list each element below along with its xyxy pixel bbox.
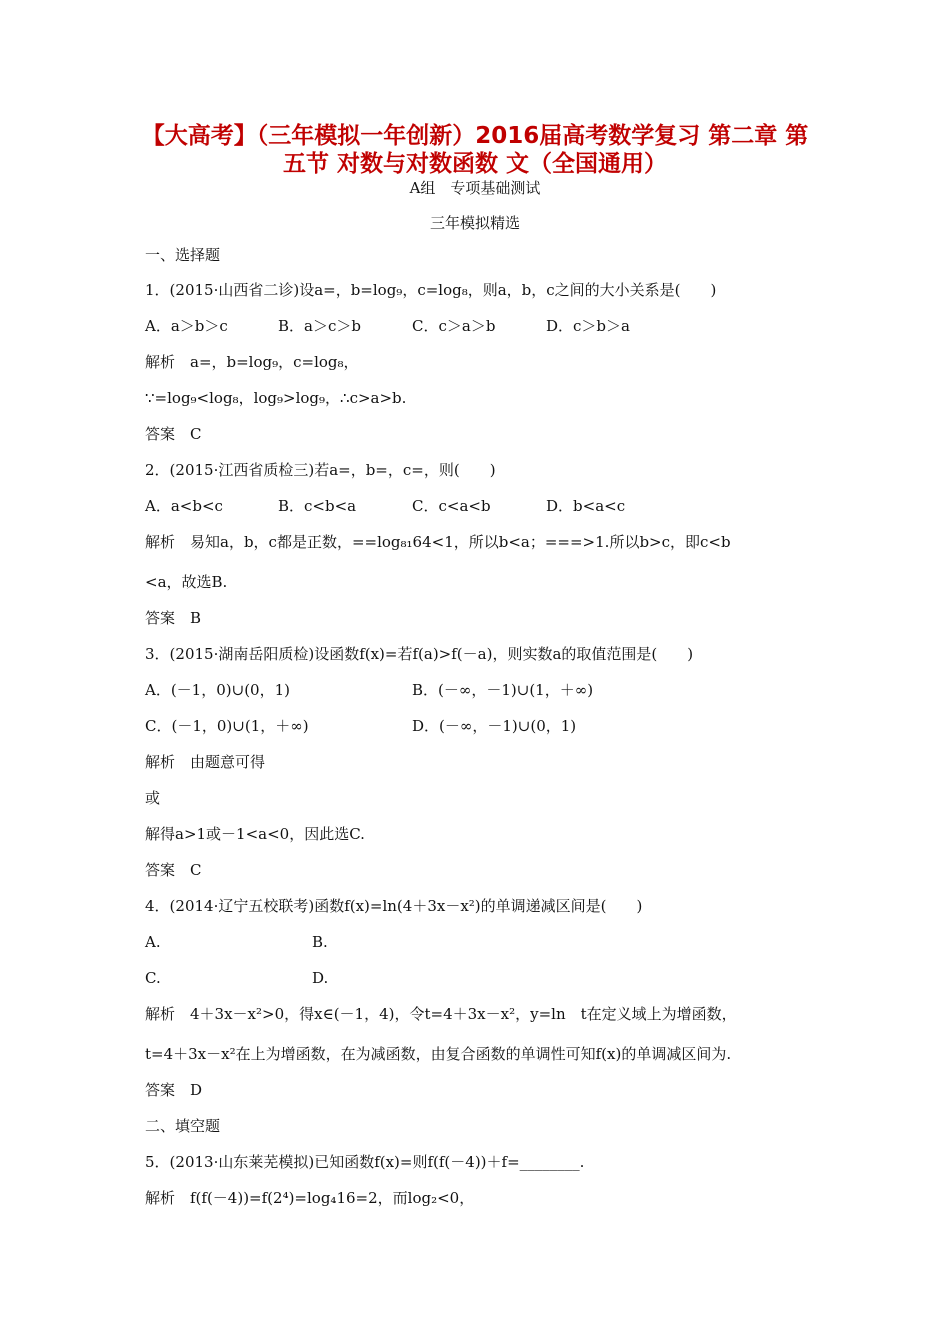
question-4-analysis-line-2: t=4＋3x－x²在上为增函数，在为减函数，由复合函数的单调性可知f(x)的单调减区间为. [145,1045,732,1063]
question-4-analysis-line-1: 解析 4＋3x－x²>0，得x∈(－1，4)，令t=4＋3x－x²，y=ln t在定义域上为增函数， [145,1005,737,1023]
question-4-option-a: A. [145,933,161,951]
question-5-stem: 5．(2013·山东莱芜模拟)已知函数f(x)=则f(f(－4))＋f=________. [145,1153,585,1171]
question-3-option-c: C．(－1，0)∪(1，＋∞) [145,717,309,735]
question-3-analysis-line-3: 解得a>1或－1<a<0，因此选C. [145,825,365,843]
question-3-analysis-line-1: 解析 由题意可得 [145,753,266,771]
group-heading: A组 专项基础测试 [409,179,541,197]
question-3-stem: 3．(2015·湖南岳阳质检)设函数f(x)=若f(a)>f(－a)，则实数a的取值范围是( ) [145,645,694,663]
document-title-line-2: 五节 对数与对数函数 文（全国通用） [282,151,667,177]
question-1-analysis-line-1: 解析 a=，b=log₉，c=log₈， [145,353,359,371]
question-4-option-c: C. [145,969,161,987]
question-1-option-b: B．a＞c＞b [278,317,361,335]
question-1-stem: 1．(2015·山西省二诊)设a=，b=log₉，c=log₈，则a，b，c之间的大小关系是( ) [145,281,717,299]
document-title-line-1: 【大高考】（三年模拟一年创新）2016届高考数学复习 第二章 第 [141,123,809,149]
question-3-option-d: D．(－∞，－1)∪(0，1) [412,717,577,735]
question-2-option-b: B．c<b<a [278,497,357,515]
question-5-analysis-line-1: 解析 f(f(－4))=f(2⁴)=log₄16=2，而log₂<0， [145,1189,475,1207]
question-4-option-d: D. [312,969,329,987]
question-2-option-d: D．b<a<c [546,497,626,515]
question-2-stem: 2．(2015·江西省质检三)若a=，b=，c=，则( ) [145,461,496,479]
question-2-analysis-line-2: <a，故选B. [145,573,228,591]
question-3-analysis-line-2: 或 [145,789,161,807]
question-1-option-a: A．a＞b＞c [145,317,228,335]
question-2-option-a: A．a<b<c [145,497,223,515]
question-2-option-c: C．c<a<b [412,497,491,515]
question-4-option-b: B. [312,933,328,951]
question-1-option-d: D．c＞b＞a [546,317,630,335]
question-3-answer: 答案 C [145,861,202,879]
section-heading: 三年模拟精选 [429,214,520,232]
question-1-answer: 答案 C [145,425,202,443]
question-2-analysis-line-1: 解析 易知a，b，c都是正数，==log₈₁64<1，所以b<a；===>1.所以b>c，即c<b [145,533,731,551]
question-1-option-c: C．c＞a＞b [412,317,496,335]
question-2-answer: 答案 B [145,609,202,627]
question-4-stem: 4．(2014·辽宁五校联考)函数f(x)=ln(4＋3x－x²)的单调递减区间是( ) [145,897,643,915]
question-3-option-a: A．(－1，0)∪(0，1) [145,681,290,699]
part-heading-fill-in: 二、填空题 [145,1117,221,1135]
part-heading-choice: 一、选择题 [145,246,221,264]
question-4-answer: 答案 D [145,1081,203,1099]
question-1-analysis-line-2: ∵=log₉<log₈，log₉>log₉，∴c>a>b. [145,389,407,407]
question-3-option-b: B．(－∞，－1)∪(1，＋∞) [412,681,594,699]
